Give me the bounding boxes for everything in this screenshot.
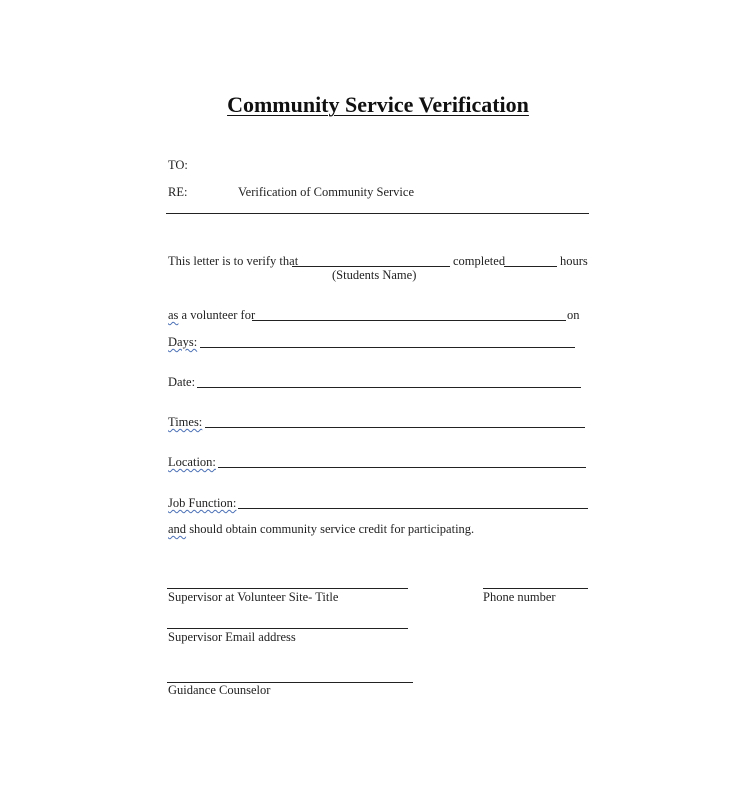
to-label: TO: — [168, 158, 188, 172]
volunteer-for-label — [168, 308, 255, 322]
on-label: on — [567, 308, 580, 322]
completed-label: completed — [453, 254, 506, 268]
organization-field[interactable] — [252, 320, 566, 321]
times-field[interactable] — [205, 427, 585, 428]
header-divider — [166, 213, 589, 214]
page-title: Community Service Verification — [227, 92, 529, 117]
supervisor-signature-line[interactable] — [167, 588, 408, 589]
volunteer-for-text: a volunteer for — [181, 308, 256, 322]
student-name-field[interactable] — [292, 266, 450, 267]
students-name-caption: (Students Name) — [332, 268, 417, 282]
location-field[interactable] — [218, 467, 586, 468]
job-function-label: Job Function: — [168, 496, 237, 510]
supervisor-email-label: Supervisor Email address — [168, 630, 296, 644]
re-subject: Verification of Community Service — [238, 185, 415, 199]
supervisor-email-line[interactable] — [167, 628, 408, 629]
job-function-field[interactable] — [238, 508, 588, 509]
as-word: as — [168, 308, 179, 322]
days-field[interactable] — [200, 347, 575, 348]
supervisor-title-label: Supervisor at Volunteer Site- Title — [168, 590, 339, 604]
re-label: RE: — [168, 185, 188, 199]
verify-prefix: This letter is to verify that — [168, 254, 299, 268]
and-word: and — [168, 522, 187, 536]
days-label: Days: — [168, 335, 198, 349]
phone-number-label: Phone number — [483, 590, 556, 604]
location-label: Location: — [168, 455, 216, 469]
guidance-counselor-label: Guidance Counselor — [168, 683, 271, 697]
credit-text: should obtain community service credit for participating. — [189, 522, 475, 536]
times-label: Times: — [168, 415, 203, 429]
hours-label: hours — [560, 254, 588, 268]
date-label: Date: — [168, 375, 196, 389]
hours-field[interactable] — [504, 266, 557, 267]
date-field[interactable] — [197, 387, 581, 388]
credit-sentence — [168, 522, 474, 536]
phone-number-line[interactable] — [483, 588, 588, 589]
